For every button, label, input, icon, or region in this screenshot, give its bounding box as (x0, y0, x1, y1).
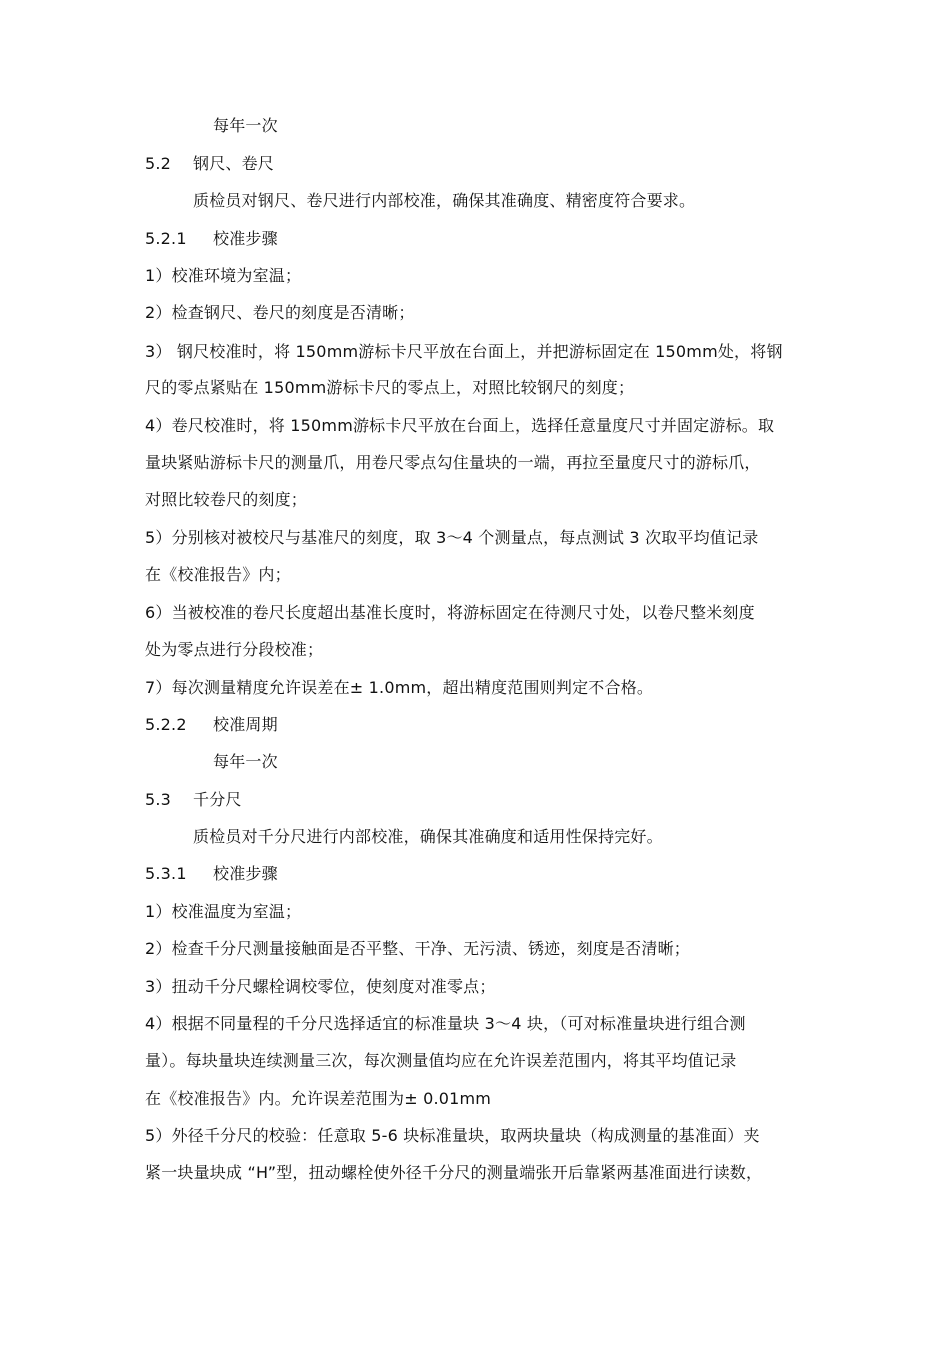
text-line: 每年一次 (213, 116, 278, 135)
section-title: 校准周期 (213, 715, 278, 734)
list-item: 3） 钢尺校准时，将 150mm游标卡尺平放在台面上，并把游标固定在 150mm处，将钢 (145, 342, 783, 361)
section-number: 5.2.1 (145, 229, 187, 248)
list-item: 2）检查千分尺测量接触面是否平整、干净、无污渍、锈迹，刻度是否清晰； (145, 939, 690, 958)
list-item: 1）校准环境为室温； (145, 266, 302, 285)
list-item-continuation: 在《校准报告》内。允许误差范围为± 0.01mm (145, 1089, 492, 1108)
list-item: 5）外径千分尺的校验：任意取 5-6 块标准量块，取两块量块（构成测量的基准面）夹 (145, 1126, 760, 1145)
section-number: 5.2.2 (145, 715, 187, 734)
subsection-heading (145, 863, 865, 885)
subsection-heading (145, 714, 865, 736)
list-item-continuation: 量）。每块量块连续测量三次，每次测量值均应在允许误差范围内，将其平均值记录 (145, 1051, 737, 1070)
list-item-continuation: 量块紧贴游标卡尺的测量爪，用卷尺零点勾住量块的一端，再拉至量度尺寸的游标爪， (145, 453, 761, 472)
paragraph-line: 质检员对钢尺、卷尺进行内部校准，确保其准确度、精密度符合要求。 (193, 191, 696, 210)
section-heading (145, 153, 865, 175)
section-heading (145, 789, 865, 811)
list-item: 4）根据不同量程的千分尺选择适宜的标准量块 3～4 块，（可对标准量块进行组合测 (145, 1014, 746, 1033)
list-item-continuation: 紧一块量块成 “H”型，扭动螺栓使外径千分尺的测量端张开后靠紧两基准面进行读数， (145, 1163, 763, 1182)
list-item-continuation: 对照比较卷尺的刻度； (145, 490, 308, 509)
list-item-continuation: 处为零点进行分段校准； (145, 640, 324, 659)
text-line: 每年一次 (213, 752, 278, 771)
list-item-continuation: 在《校准报告》内； (145, 565, 291, 584)
section-title: 校准步骤 (213, 864, 278, 883)
list-item: 2）检查钢尺、卷尺的刻度是否清晰； (145, 303, 415, 322)
section-title: 钢尺、卷尺 (193, 154, 275, 173)
section-title: 千分尺 (193, 790, 242, 809)
list-item: 3）扭动千分尺螺栓调校零位，使刻度对准零点； (145, 977, 496, 996)
list-item: 7）每次测量精度允许误差在± 1.0mm，超出精度范围则判定不合格。 (145, 678, 654, 697)
section-number: 5.3.1 (145, 864, 187, 883)
list-item: 4）卷尺校准时，将 150mm游标卡尺平放在台面上，选择任意量度尺寸并固定游标。取 (145, 416, 775, 435)
list-item: 6）当被校准的卷尺长度超出基准长度时，将游标固定在待测尺寸处，以卷尺整米刻度 (145, 603, 755, 622)
section-title: 校准步骤 (213, 229, 278, 248)
list-item-continuation: 尺的零点紧贴在 150mm游标卡尺的零点上，对照比较钢尺的刻度； (145, 378, 635, 397)
section-number: 5.2 (145, 154, 172, 173)
section-number: 5.3 (145, 790, 172, 809)
paragraph-line: 质检员对千分尺进行内部校准，确保其准确度和适用性保持完好。 (193, 827, 663, 846)
subsection-heading (145, 228, 865, 250)
list-item: 1）校准温度为室温； (145, 902, 302, 921)
list-item: 5）分别核对被校尺与基准尺的刻度，取 3～4 个测量点，每点测试 3 次取平均值记录 (145, 528, 759, 547)
